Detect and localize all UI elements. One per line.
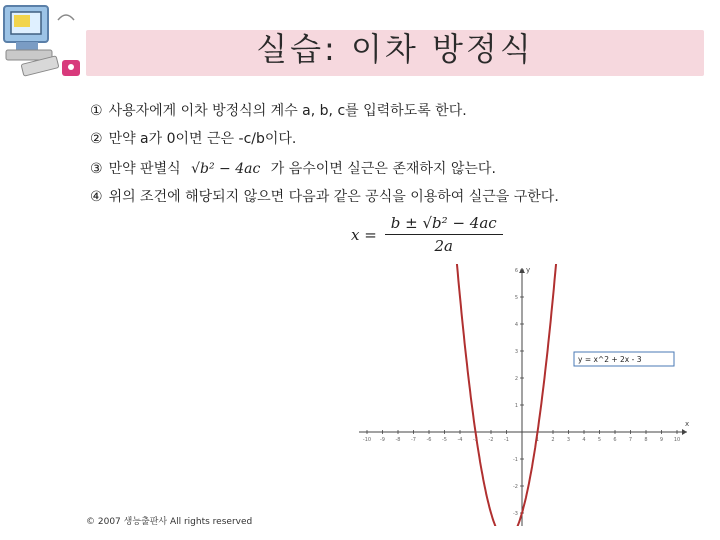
quadratic-formula: [350, 214, 503, 256]
computer-logo-icon: [0, 0, 88, 82]
x-tick-label: -2: [488, 437, 494, 443]
x-tick-label: -7: [411, 437, 416, 443]
x-tick-label: 9: [659, 437, 664, 443]
parabola-series-line: [448, 264, 564, 526]
legend-label: y = x^2 + 2x - 3: [578, 355, 642, 364]
parabola-chart: [350, 264, 690, 526]
x-tick-label: -4: [457, 437, 463, 443]
y-tick-label: 4: [514, 322, 518, 328]
x-tick-label: 4: [582, 437, 586, 443]
y-tick-label: 5: [514, 295, 518, 301]
step-2-text: 만약 a가 0이면 근은 -c/b이다.: [108, 131, 297, 147]
x-tick-label: 7: [628, 437, 633, 443]
y-tick-label: -3: [513, 511, 518, 517]
step-3-prefix: 만약 판별식: [108, 161, 181, 177]
step-3: [90, 158, 496, 178]
x-tick-label: 6: [613, 437, 617, 443]
x-tick-label: 8: [644, 437, 648, 443]
step-2: [90, 128, 296, 148]
formula-lhs: x =: [351, 226, 377, 244]
step-3-number: ③: [90, 161, 103, 177]
x-tick-label: 2: [551, 437, 555, 443]
x-axis-arrow-icon: [682, 429, 687, 435]
step-1: [90, 100, 467, 120]
y-tick-label: 6: [514, 268, 518, 274]
x-tick-label: 1: [535, 437, 540, 443]
x-tick-label: 10: [673, 437, 681, 443]
step-2-number: ②: [90, 131, 103, 147]
x-tick-label: -1: [504, 437, 509, 443]
x-tick-label: 5: [597, 437, 602, 443]
step-3-suffix: 가 음수이면 실근은 존재하지 않는다.: [270, 161, 496, 177]
y-axis-arrow-icon: [519, 268, 525, 273]
formula-denominator: 2a: [434, 237, 453, 255]
step-4-number: ④: [90, 189, 103, 205]
step-1-number: ①: [90, 103, 103, 119]
y-tick-label: -2: [513, 484, 518, 490]
x-tick-label: -10: [362, 437, 372, 443]
y-tick-label: 2: [514, 376, 518, 382]
step-1-text: 사용자에게 이차 방정식의 계수 a, b, c를 입력하도록 한다.: [108, 103, 467, 119]
copyright-footer: © 2007 생능출판사 All rights reserved: [86, 517, 253, 527]
x-axis-label: x: [685, 420, 690, 428]
x-tick-label: -9: [380, 437, 385, 443]
discriminant-formula: √b² − 4ac: [191, 161, 261, 177]
x-tick-label: -8: [395, 437, 401, 443]
y-tick-label: -1: [513, 457, 518, 463]
x-tick-label: -5: [442, 437, 447, 443]
y-tick-label: 1: [514, 403, 518, 409]
step-4-text: 위의 조건에 해당되지 않으면 다음과 같은 공식을 이용하여 실근을 구한다.: [108, 189, 559, 205]
x-tick-label: -6: [426, 437, 432, 443]
x-tick-label: -3: [473, 437, 478, 443]
formula-numerator: b ± √b² − 4ac: [385, 214, 503, 235]
y-axis-label: y: [526, 266, 531, 274]
y-tick-label: 3: [514, 349, 518, 355]
step-4: [90, 186, 559, 206]
x-tick-label: 3: [566, 437, 571, 443]
slide-title: 실습: 이차 방정식: [256, 30, 534, 68]
